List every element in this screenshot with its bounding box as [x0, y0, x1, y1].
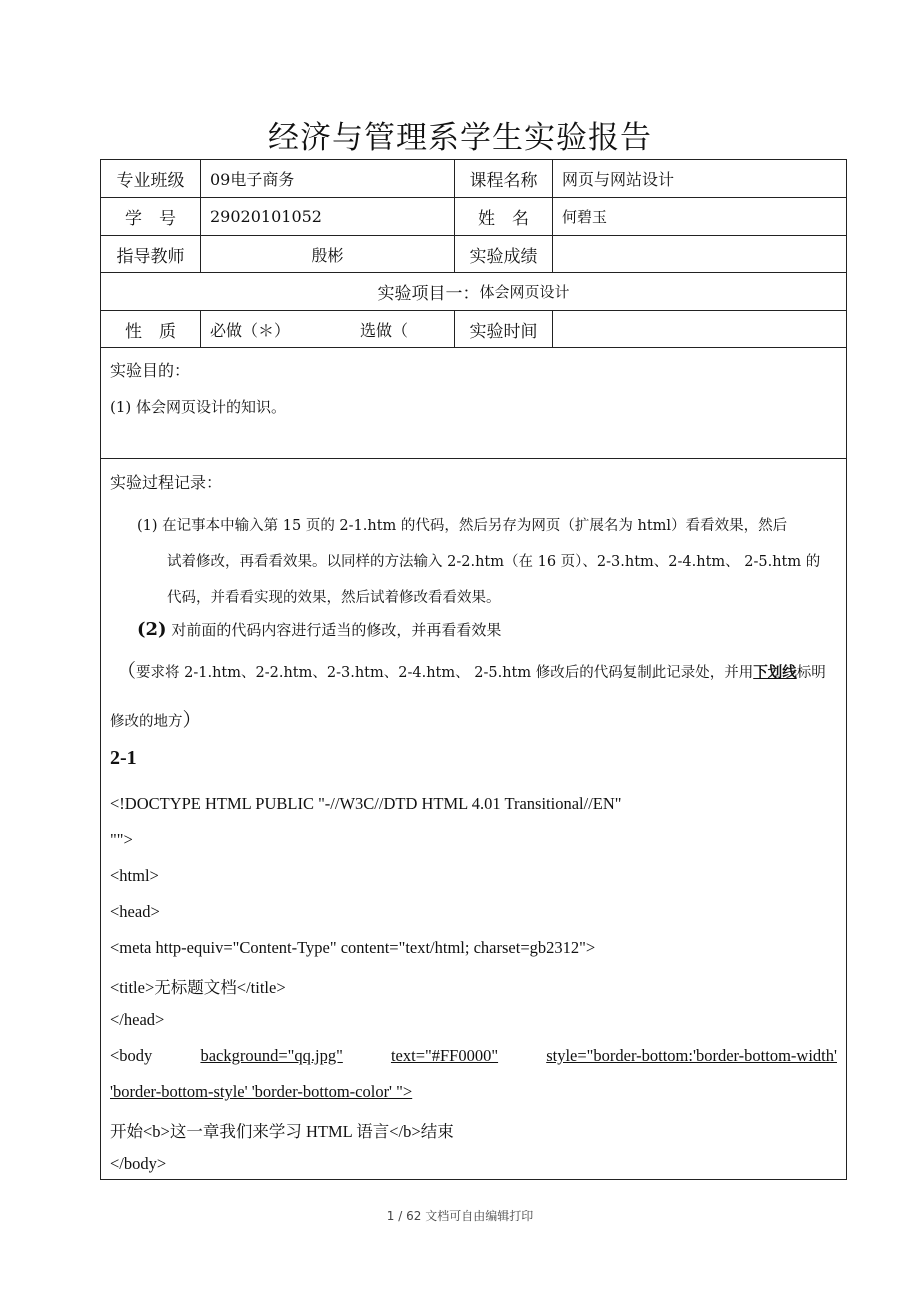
process-item-2 — [137, 619, 501, 640]
process-item-2-text: 对前面的代码内容进行适当的修改，并再看看效果 — [171, 621, 502, 639]
row-id-name — [101, 198, 846, 236]
class-label: 专业班级 — [116, 171, 185, 191]
purpose-item-1: (1) 体会网页设计的知识。 — [110, 398, 287, 416]
report-title: 经济与管理系学生实验报告 — [268, 120, 652, 156]
body-tag: <body — [110, 1046, 153, 1065]
project-label: 实验项目一： — [377, 284, 480, 304]
process-item-2-number: (2) — [137, 619, 167, 640]
project-cell — [101, 273, 846, 310]
code-line: <html> — [110, 866, 159, 885]
section-heading: 2-1 — [110, 747, 137, 769]
report-table — [100, 159, 847, 1180]
purpose-heading: 实验目的： — [110, 361, 191, 380]
class-value: 09电子商务 — [200, 160, 454, 197]
code-line: <head> — [110, 902, 160, 921]
teacher-value: 殷彬 — [200, 236, 454, 272]
row-class-course — [101, 160, 846, 198]
score-label: 实验成绩 — [454, 236, 552, 272]
code-body-line — [110, 1046, 837, 1066]
requirement-text: 要求将 2-1.htm、2-2.htm、2-3.htm、2-4.htm、 2-5.htm 修改后的代码复制此记录处，并用 — [136, 665, 754, 681]
requirement-tail: 标明 — [796, 665, 826, 681]
process-item-1-line-3: 代码，并看看实现的效果，然后试着修改看看效果。 — [167, 590, 501, 606]
code-close-body: </body> — [110, 1154, 167, 1173]
code-line: <!DOCTYPE HTML PUBLIC "-//W3C//DTD HTML 4.01 Transitional//EN" — [110, 794, 622, 813]
requirement-underline-word: 下划线 — [753, 665, 797, 681]
name-label: 姓 名 — [454, 198, 552, 235]
course-label: 课程名称 — [454, 160, 552, 197]
code-content-line: 开始<b>这一章我们来学习 HTML 语言</b>结束 — [110, 1122, 454, 1141]
body-attr-background: background="qq.jpg" — [200, 1046, 343, 1065]
page-footer: 1 / 62 文档可自由编辑打印 — [386, 1209, 534, 1223]
row-project — [101, 273, 846, 311]
id-label: 学 号 — [125, 209, 176, 229]
code-line: </head> — [110, 1010, 165, 1029]
time-value — [552, 311, 846, 347]
nature-value — [200, 311, 454, 347]
course-value: 网页与网站设计 — [552, 160, 846, 197]
requirement-line-2-text: 修改的地方 — [110, 714, 183, 730]
nature-optional: 选做（ — [360, 320, 409, 340]
name-value: 何碧玉 — [552, 198, 846, 235]
code-body-line-2: 'border-bottom-style' 'border-bottom-color' "> — [110, 1082, 413, 1101]
body-attr-style: style="border-bottom:'border-bottom-width' — [546, 1046, 837, 1065]
nature-required: 必做（＊） — [210, 320, 291, 340]
score-value — [552, 236, 846, 272]
purpose-section — [101, 348, 846, 459]
requirement-open-paren: （ — [117, 660, 137, 682]
time-label: 实验时间 — [454, 311, 552, 347]
row-nature-time — [101, 311, 846, 348]
requirement-close-paren: ） — [182, 709, 202, 731]
process-heading: 实验过程记录： — [110, 473, 223, 492]
body-attr-text: text="#FF0000" — [390, 1046, 499, 1065]
code-line: <title>无标题文档</title> — [110, 978, 286, 997]
process-item-1-line-1: (1) 在记事本中输入第 15 页的 2-1.htm 的代码，然后另存为网页（扩展名为 html）看看效果，然后 — [137, 518, 788, 534]
teacher-label: 指导教师 — [116, 246, 185, 267]
id-value: 29020101052 — [200, 198, 454, 235]
process-item-1-line-2: 试着修改，再看看效果。以同样的方法输入 2-2.htm（在 16 页）、2-3.htm、2-4.htm、 2-5.htm 的 — [167, 554, 821, 570]
code-line: ""> — [110, 830, 133, 849]
requirement-line-1 — [117, 656, 826, 683]
process-section — [101, 459, 846, 1179]
requirement-line-2 — [110, 705, 202, 732]
row-teacher-score — [101, 236, 846, 273]
project-value: 体会网页设计 — [479, 283, 570, 301]
nature-label: 性 质 — [125, 321, 176, 342]
code-line: <meta http-equiv="Content-Type" content="text/html; charset=gb2312"> — [110, 938, 596, 957]
